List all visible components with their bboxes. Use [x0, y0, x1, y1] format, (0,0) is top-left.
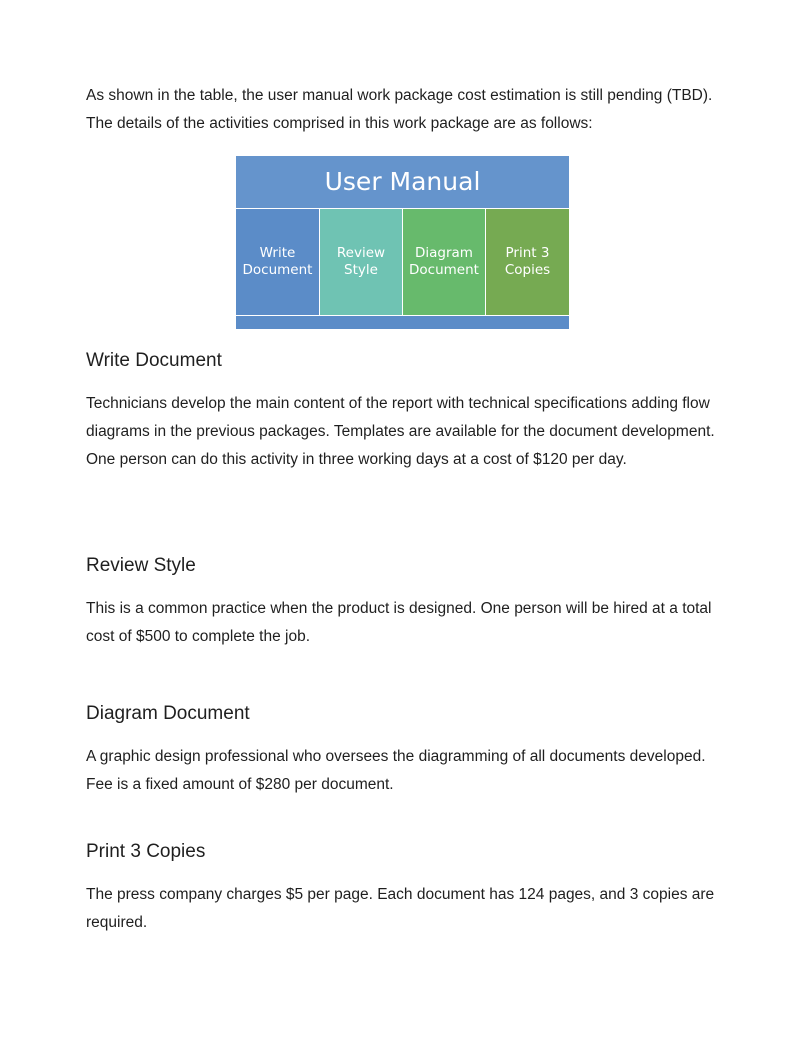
diagram-activities-row	[236, 208, 569, 316]
section-heading-review-style: Review Style	[86, 555, 196, 576]
section-heading-diagram-document: Diagram Document	[86, 703, 250, 724]
section-heading-print-copies: Print 3 Copies	[86, 841, 206, 862]
intro-paragraph: As shown in the table, the user manual work package cost estimation is still pending (TBD). The details of the activities comprised in this work package are as follows:	[86, 87, 713, 132]
diagram-box-write-document	[236, 208, 320, 316]
section-body-diagram-document: A graphic design professional who oversees the diagramming of all documents developed. Fee is a fixed amount of $280 per document.	[86, 748, 706, 793]
diagram-box-label: Diagram Document	[409, 245, 479, 278]
section-body-print-copies: The press company charges $5 per page. Each document has 124 pages, and 3 copies are required.	[86, 886, 715, 931]
diagram-box-diagram-document	[402, 208, 486, 316]
user-manual-diagram	[236, 156, 569, 329]
section-body-write-document: Technicians develop the main content of the report with technical specifications adding flow diagrams in the previous packages. Templates are available for the document development. One person can do this activity in three working days at a cost of $120 per day.	[86, 395, 715, 468]
section-body-review-style: This is a common practice when the product is designed. One person will be hired at a total cost of $500 to complete the job.	[86, 600, 712, 645]
diagram-box-review-style	[319, 208, 403, 316]
diagram-bottom-bar	[236, 316, 569, 329]
diagram-box-label: Write Document	[242, 245, 313, 278]
diagram-title: User Manual	[236, 156, 569, 208]
diagram-box-print-copies	[485, 208, 569, 316]
diagram-box-label: Print 3 Copies	[504, 245, 551, 278]
section-heading-write-document: Write Document	[86, 350, 222, 371]
diagram-box-label: Review Style	[336, 245, 386, 278]
